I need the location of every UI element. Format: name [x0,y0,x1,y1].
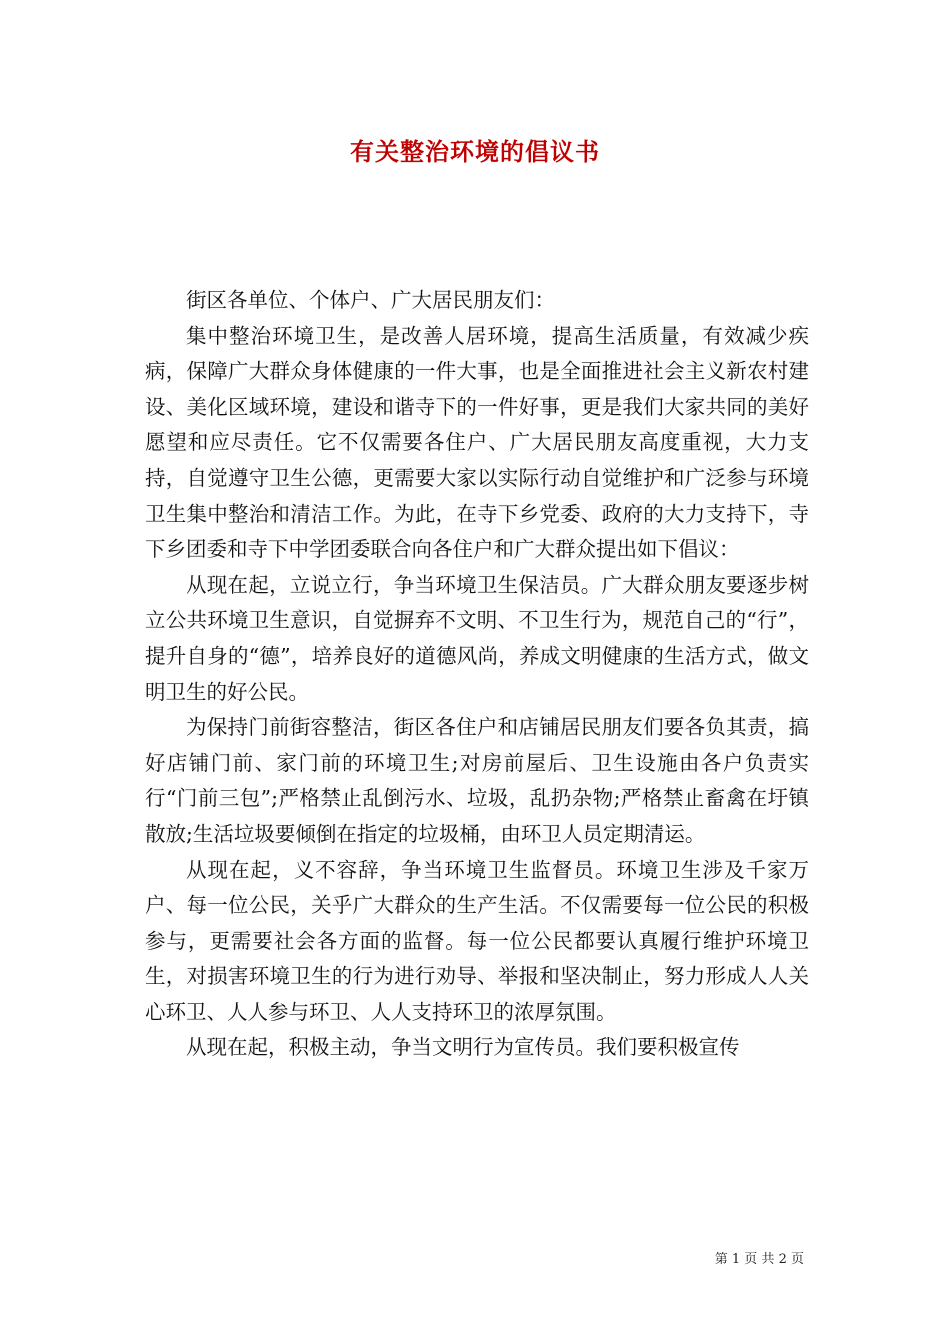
paragraph: 集中整治环境卫生，是改善人居环境，提高生活质量，有效减少疾病，保障广大群众身体健康的一件大事，也是全面推进社会主义新农村建设、美化区域环境，建设和谐寺下的一件好事，更是我们大家共同的美好愿望和应尽责任。它不仅需要各住户、广大居民朋友高度重视，大力支持，自觉遵守卫生公德，更需要大家以实际行动自觉维护和广泛参与环境卫生集中整治和清洁工作。为此，在寺下乡党委、政府的大力支持下，寺下乡团委和寺下中学团委联合向各住户和广大群众提出如下倡议： [145,323,809,562]
document-title: 有关整治环境的倡议书 [350,137,600,166]
current-page-number: 1 [731,1252,741,1267]
footer-suffix: 页 [790,1252,804,1267]
page-number-footer [715,1248,804,1267]
paragraph: 从现在起，义不容辞，争当环境卫生监督员。环境卫生涉及千家万户、每一位公民，关乎广大群众的生产生活。不仅需要每一位公民的积极参与，更需要社会各方面的监督。每一位公民都要认真履行维护环境卫生，对损害环境卫生的行为进行劝导、举报和坚决制止，努力形成人人关心环卫、人人参与环卫、人人支持环卫的浓厚氛围。 [145,857,809,1024]
paragraph: 从现在起，立说立行，争当环境卫生保洁员。广大群众朋友要逐步树立公共环境卫生意识，自觉摒弃不文明、不卫生行为，规范自己的“行”，提升自身的“德”，培养良好的道德风尚，养成文明健康的生活方式，做文明卫生的好公民。 [145,572,809,704]
salutation: 街区各单位、个体户、广大居民朋友们： [186,288,555,312]
paragraph: 从现在起，积极主动，争当文明行为宣传员。我们要积极宣传 [186,1035,740,1060]
footer-prefix: 第 [714,1252,728,1267]
footer-middle: 页 共 [744,1252,775,1267]
document-body [145,283,809,1066]
paragraph: 为保持门前街容整洁，街区各住户和店铺居民朋友们要各负其责，搞好店铺门前、家门前的环境卫生;对房前屋后、卫生设施由各户负责实行“门前三包”;严格禁止乱倒污水、垃圾，乱扔杂物;严格禁止畜禽在圩镇散放;生活垃圾要倾倒在指定的垃圾桶，由环卫人员定期清运。 [145,715,809,846]
total-page-number: 2 [778,1252,787,1267]
